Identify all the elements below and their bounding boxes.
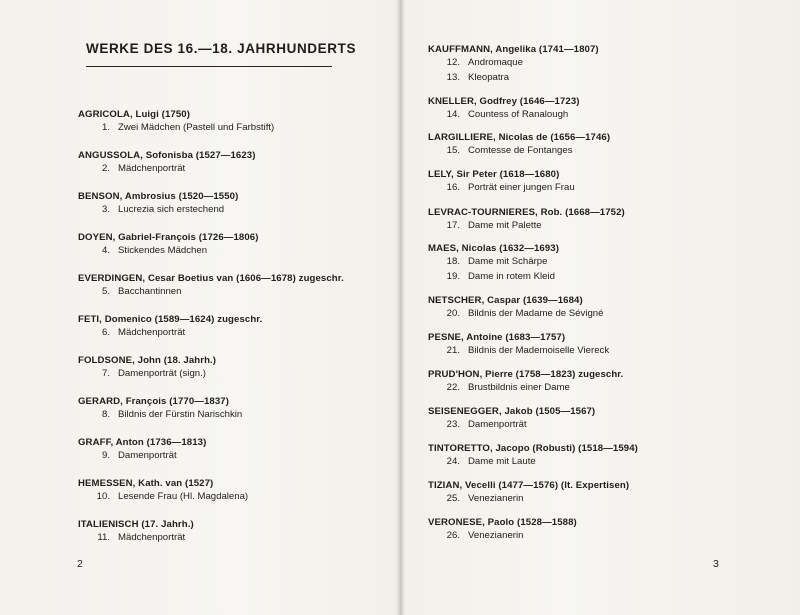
- work-title: Venezianerin: [468, 530, 524, 541]
- work-title: Mädchenporträt: [118, 532, 186, 543]
- artist-name: VERONESE, Paolo (1528—1588): [428, 517, 577, 528]
- catalog-entry: [428, 516, 758, 544]
- work-number: 14.: [446, 109, 460, 120]
- work-row: [428, 108, 758, 123]
- work-row: [78, 121, 408, 136]
- catalog-entry: [428, 131, 758, 159]
- work-row: [428, 144, 758, 159]
- work-number: 10.: [96, 491, 110, 502]
- catalog-entry: [78, 231, 408, 259]
- work-title: Damenporträt: [468, 419, 527, 430]
- work-number: 21.: [446, 345, 460, 356]
- catalog-entry: [428, 242, 758, 284]
- work-number: 23.: [446, 419, 460, 430]
- work-row: [428, 492, 758, 507]
- work-row: [78, 408, 408, 423]
- artist-name: SEISENEGGER, Jakob (1505—1567): [428, 406, 596, 417]
- work-row: [428, 270, 758, 285]
- artist-name: DOYEN, Gabriel-François (1726—1806): [78, 232, 259, 243]
- work-row: [78, 162, 408, 177]
- work-title: Stickendes Mädchen: [118, 245, 208, 256]
- work-title: Dame mit Palette: [468, 220, 542, 231]
- catalog-entry: [78, 149, 408, 177]
- work-title: Kleopatra: [468, 71, 510, 83]
- work-number: 8.: [101, 409, 110, 420]
- work-row: [78, 244, 408, 259]
- work-number: 1.: [101, 122, 110, 133]
- work-number: 4.: [101, 245, 110, 256]
- catalog-entry: [78, 436, 408, 464]
- artist-name: LARGILLIERE, Nicolas de (1656—1746): [428, 132, 611, 143]
- work-title: Dame in rotem Kleid: [468, 270, 555, 282]
- work-row: [78, 531, 408, 546]
- work-number: 12.: [446, 57, 460, 68]
- artist-name: BENSON, Ambrosius (1520—1550): [78, 191, 239, 202]
- catalog-entry: [78, 313, 408, 341]
- work-number: 11.: [97, 532, 110, 543]
- work-row: [428, 255, 758, 270]
- artist-name: AGRICOLA, Luigi (1750): [78, 109, 191, 120]
- work-row: [428, 418, 758, 433]
- catalog-entry: [78, 354, 408, 382]
- work-row: [78, 367, 408, 382]
- work-title: Dame mit Laute: [468, 456, 536, 467]
- right-page: [401, 0, 800, 615]
- work-title: Mädchenporträt: [118, 327, 186, 338]
- work-row: [428, 219, 758, 234]
- work-number: 15.: [446, 145, 460, 156]
- artist-name: GERARD, François (1770—1837): [78, 396, 230, 407]
- catalog-entry: [428, 442, 758, 470]
- artist-name: PESNE, Antoine (1683—1757): [428, 332, 566, 343]
- work-number: 13.: [446, 71, 460, 83]
- catalog-entry: [78, 272, 408, 300]
- work-row: [428, 307, 758, 322]
- artist-name: MAES, Nicolas (1632—1693): [428, 243, 560, 254]
- work-number: 3.: [101, 204, 110, 215]
- work-number: 26.: [446, 530, 460, 541]
- work-number: 18.: [446, 256, 460, 267]
- catalog-entry: [78, 518, 408, 546]
- work-row: [78, 285, 408, 300]
- page-number-right: 3: [713, 558, 719, 570]
- catalog-entry: [78, 190, 408, 218]
- work-title: Bacchantinnen: [118, 286, 182, 297]
- artist-name: KNELLER, Godfrey (1646—1723): [428, 96, 580, 107]
- artist-name: NETSCHER, Caspar (1639—1684): [428, 295, 583, 306]
- catalog-entry: [428, 331, 758, 359]
- catalog-entry: [428, 368, 758, 396]
- catalog-entry: [428, 294, 758, 322]
- work-title: Brustbildnis einer Dame: [468, 382, 570, 393]
- catalog-entry: [78, 477, 408, 505]
- work-row: [428, 181, 758, 196]
- left-page: [0, 0, 399, 615]
- work-title: Bildnis der Mademoiselle Viereck: [468, 345, 610, 356]
- work-number: 20.: [446, 308, 460, 319]
- work-row: [78, 449, 408, 464]
- artist-name: ITALIENISCH (17. Jahrh.): [78, 519, 194, 530]
- work-number: 2.: [101, 163, 110, 174]
- work-number: 9.: [101, 450, 110, 461]
- work-row: [428, 71, 758, 86]
- work-title: Bildnis der Fürstin Narischkin: [118, 409, 243, 420]
- artist-name: GRAFF, Anton (1736—1813): [78, 437, 207, 448]
- work-number: 17.: [446, 220, 460, 231]
- artist-name: PRUD'HON, Pierre (1758—1823) zugeschr.: [428, 369, 624, 380]
- work-row: [428, 56, 758, 71]
- artist-name: ANGUSSOLA, Sofonisba (1527—1623): [78, 150, 256, 161]
- work-title: Countess of Ranalough: [468, 109, 569, 120]
- artist-name: FOLDSONE, John (18. Jahrh.): [78, 355, 217, 366]
- work-title: Comtesse de Fontanges: [468, 145, 573, 156]
- artist-name: FETI, Domenico (1589—1624) zugeschr.: [78, 314, 263, 325]
- work-row: [78, 203, 408, 218]
- work-title: Damenporträt: [118, 450, 177, 461]
- artist-name: HEMESSEN, Kath. van (1527): [78, 478, 214, 489]
- catalog-entry: [78, 108, 408, 136]
- artist-name: EVERDINGEN, Cesar Boetius van (1606—1678) zugeschr.: [78, 273, 344, 284]
- artist-name: TIZIAN, Vecelli (1477—1576) (lt. Expertisen): [428, 480, 630, 491]
- work-number: 7.: [101, 368, 110, 379]
- title-underline: [86, 66, 332, 67]
- catalog-entry: [428, 479, 758, 507]
- section-title: WERKE DES 16.—18. JAHRHUNDERTS: [86, 41, 357, 56]
- work-number: 16.: [446, 182, 460, 193]
- work-title: Bildnis der Madame de Sévigné: [468, 308, 604, 319]
- catalog-entry: [428, 206, 758, 234]
- work-title: Mädchenporträt: [118, 163, 186, 174]
- work-title: Zwei Mädchen (Pastell und Farbstift): [118, 122, 275, 133]
- artist-name: LEVRAC-TOURNIERES, Rob. (1668—1752): [428, 207, 625, 218]
- work-number: 5.: [101, 286, 110, 297]
- work-title: Lesende Frau (Hl. Magdalena): [118, 491, 249, 502]
- work-row: [428, 455, 758, 470]
- work-title: Dame mit Schärpe: [468, 256, 548, 267]
- work-title: Porträt einer jungen Frau: [468, 182, 575, 193]
- work-title: Venezianerin: [468, 493, 524, 504]
- work-number: 19.: [446, 270, 460, 282]
- artist-name: KAUFFMANN, Angelika (1741—1807): [428, 44, 599, 55]
- work-row: [428, 344, 758, 359]
- work-title: Andromaque: [468, 57, 523, 68]
- work-row: [78, 490, 408, 505]
- work-title: Damenporträt (sign.): [118, 368, 206, 379]
- work-number: 22.: [446, 382, 460, 393]
- work-row: [78, 326, 408, 341]
- work-title: Lucrezia sich erstechend: [118, 204, 225, 215]
- artist-name: LELY, Sir Peter (1618—1680): [428, 169, 560, 180]
- work-row: [428, 529, 758, 544]
- catalog-entry: [78, 395, 408, 423]
- catalog-entry: [428, 405, 758, 433]
- catalog-entry: [428, 168, 758, 196]
- catalog-entry: [428, 95, 758, 123]
- work-number: 24.: [446, 456, 460, 467]
- catalog-entry: [428, 43, 758, 85]
- work-number: 25.: [446, 493, 460, 504]
- page-number-left: 2: [77, 558, 83, 570]
- work-row: [428, 381, 758, 396]
- work-number: 6.: [101, 327, 110, 338]
- artist-name: TINTORETTO, Jacopo (Robusti) (1518—1594): [428, 443, 638, 454]
